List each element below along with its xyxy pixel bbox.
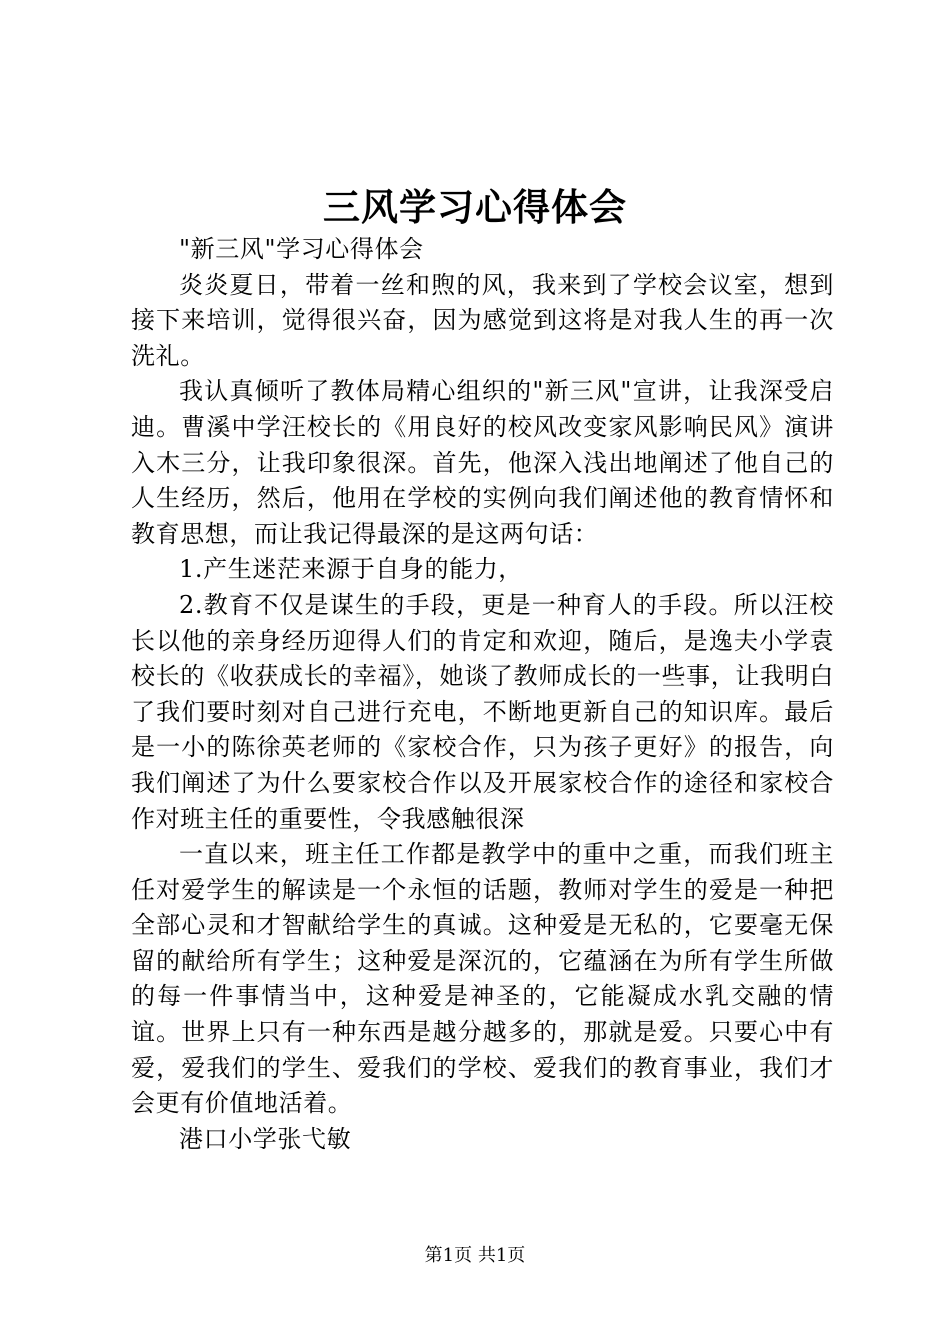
paragraph-intro: 炎炎夏日，带着一丝和煦的风，我来到了学校会议室，想到接下来培训，觉得很兴奋，因为感觉到这将是对我人生的再一次洗礼。	[131, 270, 834, 370]
paragraph-heading: "新三风"学习心得体会	[179, 235, 424, 263]
paragraph-reflection: 一直以来，班主任工作都是教学中的重中之重，而我们班主任对爱学生的解读是一个永恒的话题，教师对学生的爱是一种把全部心灵和才智献给学生的真诚。这种爱是无私的，它要毫无保留的献给所有学生；这种爱是深沉的，它蕴涵在为所有学生所做的每一件事情当中，这种爱是神圣的，它能凝成水乳交融的情谊。世界上只有一种东西是越分越多的，那就是爱。只要心中有爱，爱我们的学生、爱我们的学校、爱我们的教育事业，我们才会更有价值地活着。	[131, 840, 834, 1118]
paragraph-lecture: 我认真倾听了教体局精心组织的"新三风"宣讲，让我深受启迪。曹溪中学汪校长的《用良好的校风改变家风影响民风》演讲入木三分，让我印象很深。首先，他深入浅出地阐述了他自己的人生经历，然后，他用在学校的实例向我们阐述他的教育情怀和教育思想，而让我记得最深的是这两句话：	[131, 377, 834, 548]
paragraph-point-1: 1.产生迷茫来源于自身的能力，	[179, 555, 523, 584]
paragraph-signature: 港口小学张弋敏	[179, 1124, 352, 1153]
page-footer: 第1页 共1页	[424, 1245, 526, 1266]
document-title: 三风学习心得体会	[323, 185, 627, 229]
document-body	[131, 232, 834, 1157]
paragraph-point-2: 2.教育不仅是谋生的手段，更是一种育人的手段。所以汪校长以他的亲身经历迎得人们的肯定和欢迎，随后，是逸夫小学袁校长的《收获成长的幸福》，她谈了教师成长的一些事，让我明白了我们要时刻对自己进行充电，不断地更新自己的知识库。最后是一小的陈徐英老师的《家校合作，只为孩子更好》的报告，向我们阐述了为什么要家校合作以及开展家校合作的途径和家校合作对班主任的重要性，令我感触很深	[131, 590, 834, 833]
